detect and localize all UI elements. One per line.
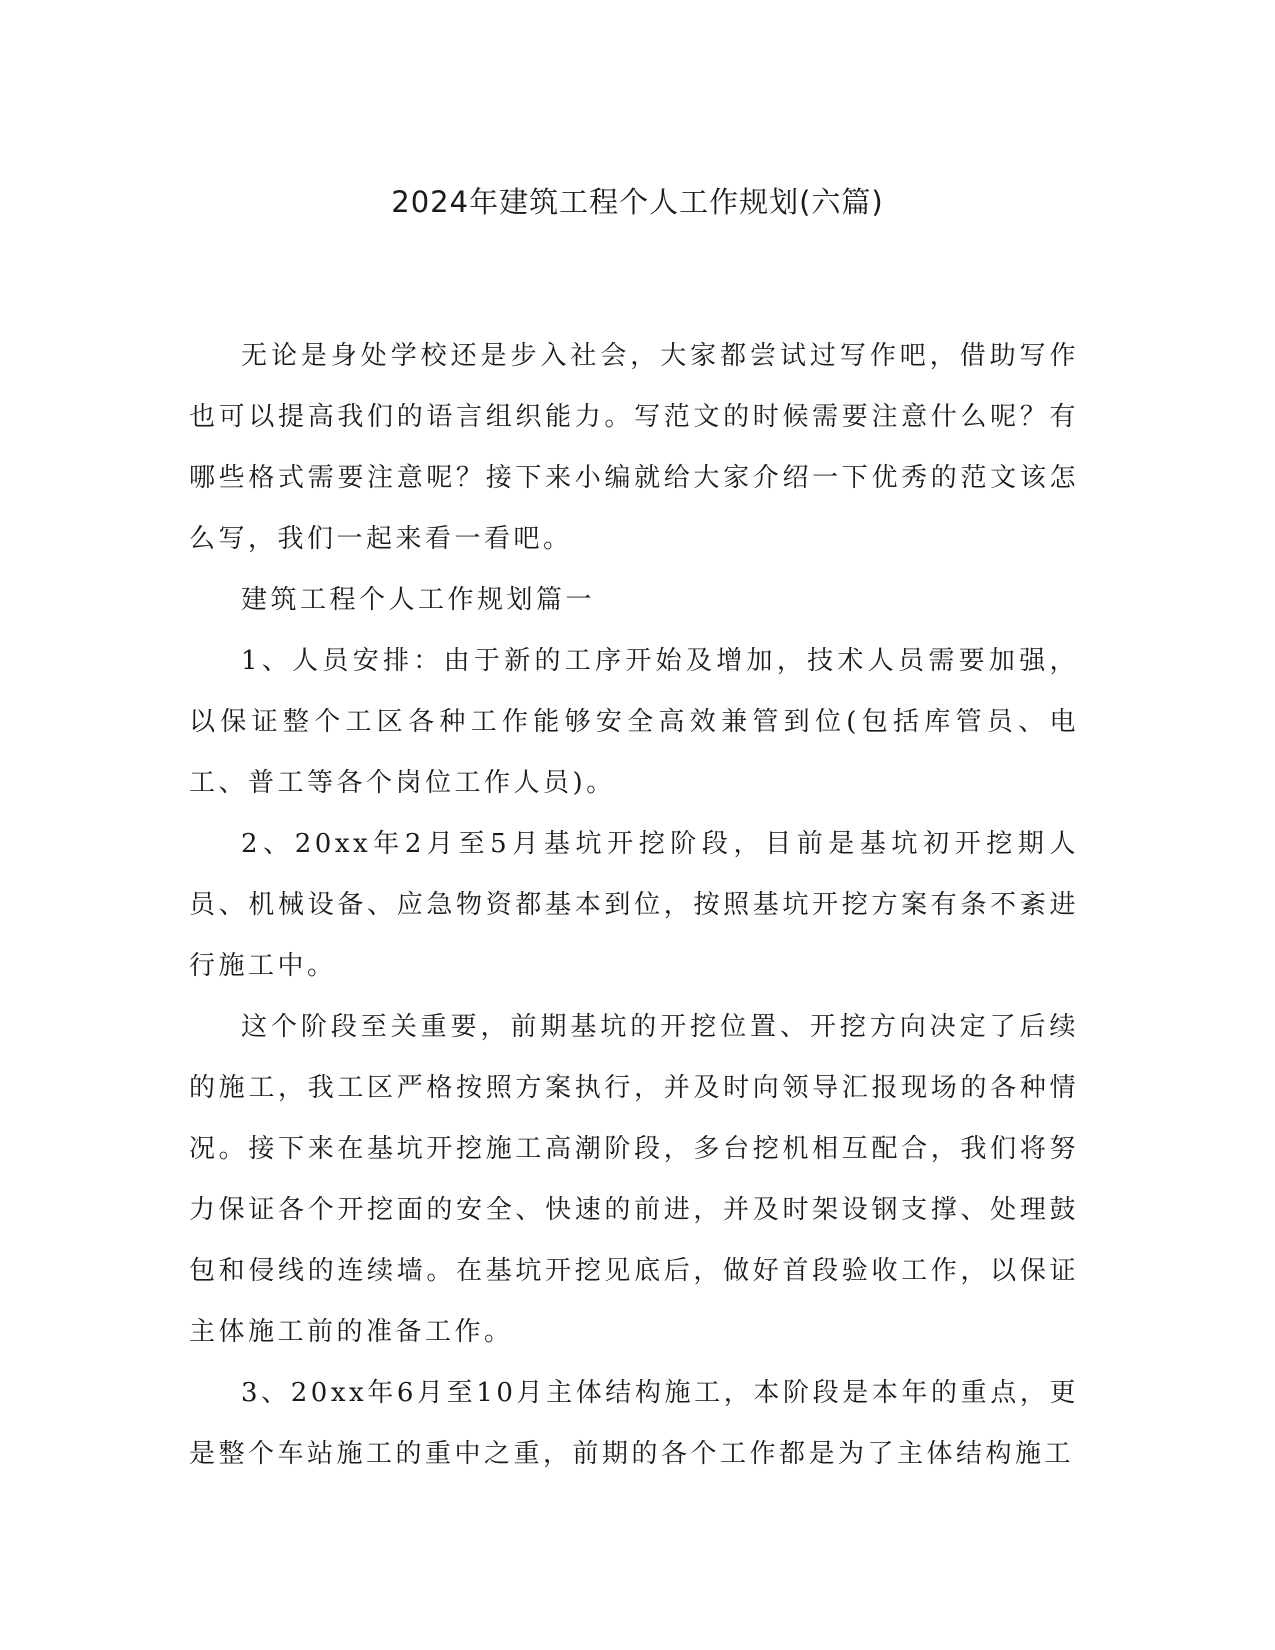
paragraph-stage-detail: 这个阶段至关重要，前期基坑的开挖位置、开挖方向决定了后续的施工，我工区严格按照方案执行，并及时向领导汇报现场的各种情况。接下来在基坑开挖施工高潮阶段，多台挖机相互配合，我们将努力保证各个开挖面的安全、快速的前进，并及时架设钢支撑、处理鼓包和侵线的连续墙。在基坑开挖见底后，做好首段验收工作，以保证主体施工前的准备工作。 (189, 1012, 1079, 1347)
paragraph-item-2: 2、20xx年2月至5月基坑开挖阶段，目前是基坑初开挖期人员、机械设备、应急物资都基本到位，按照基坑开挖方案有条不紊进行施工中。 (189, 829, 1079, 981)
section-heading: 建筑工程个人工作规划篇一 (241, 585, 596, 615)
paragraph-item-1: 1、人员安排：由于新的工序开始及增加，技术人员需要加强，以保证整个工区各种工作能够安全高效兼管到位(包括库管员、电工、普工等各个岗位工作人员)。 (189, 646, 1079, 798)
paragraph-item-3: 3、20xx年6月至10月主体结构施工，本阶段是本年的重点，更是整个车站施工的重中之重，前期的各个工作都是为了主体结构施工 (189, 1378, 1079, 1469)
document-body (189, 326, 1079, 1485)
document-title: 2024年建筑工程个人工作规划(六篇) (391, 185, 884, 219)
paragraph-intro: 无论是身处学校还是步入社会，大家都尝试过写作吧，借助写作也可以提高我们的语言组织能力。写范文的时候需要注意什么呢？有哪些格式需要注意呢？接下来小编就给大家介绍一下优秀的范文该怎么写，我们一起来看一看吧。 (189, 341, 1079, 554)
